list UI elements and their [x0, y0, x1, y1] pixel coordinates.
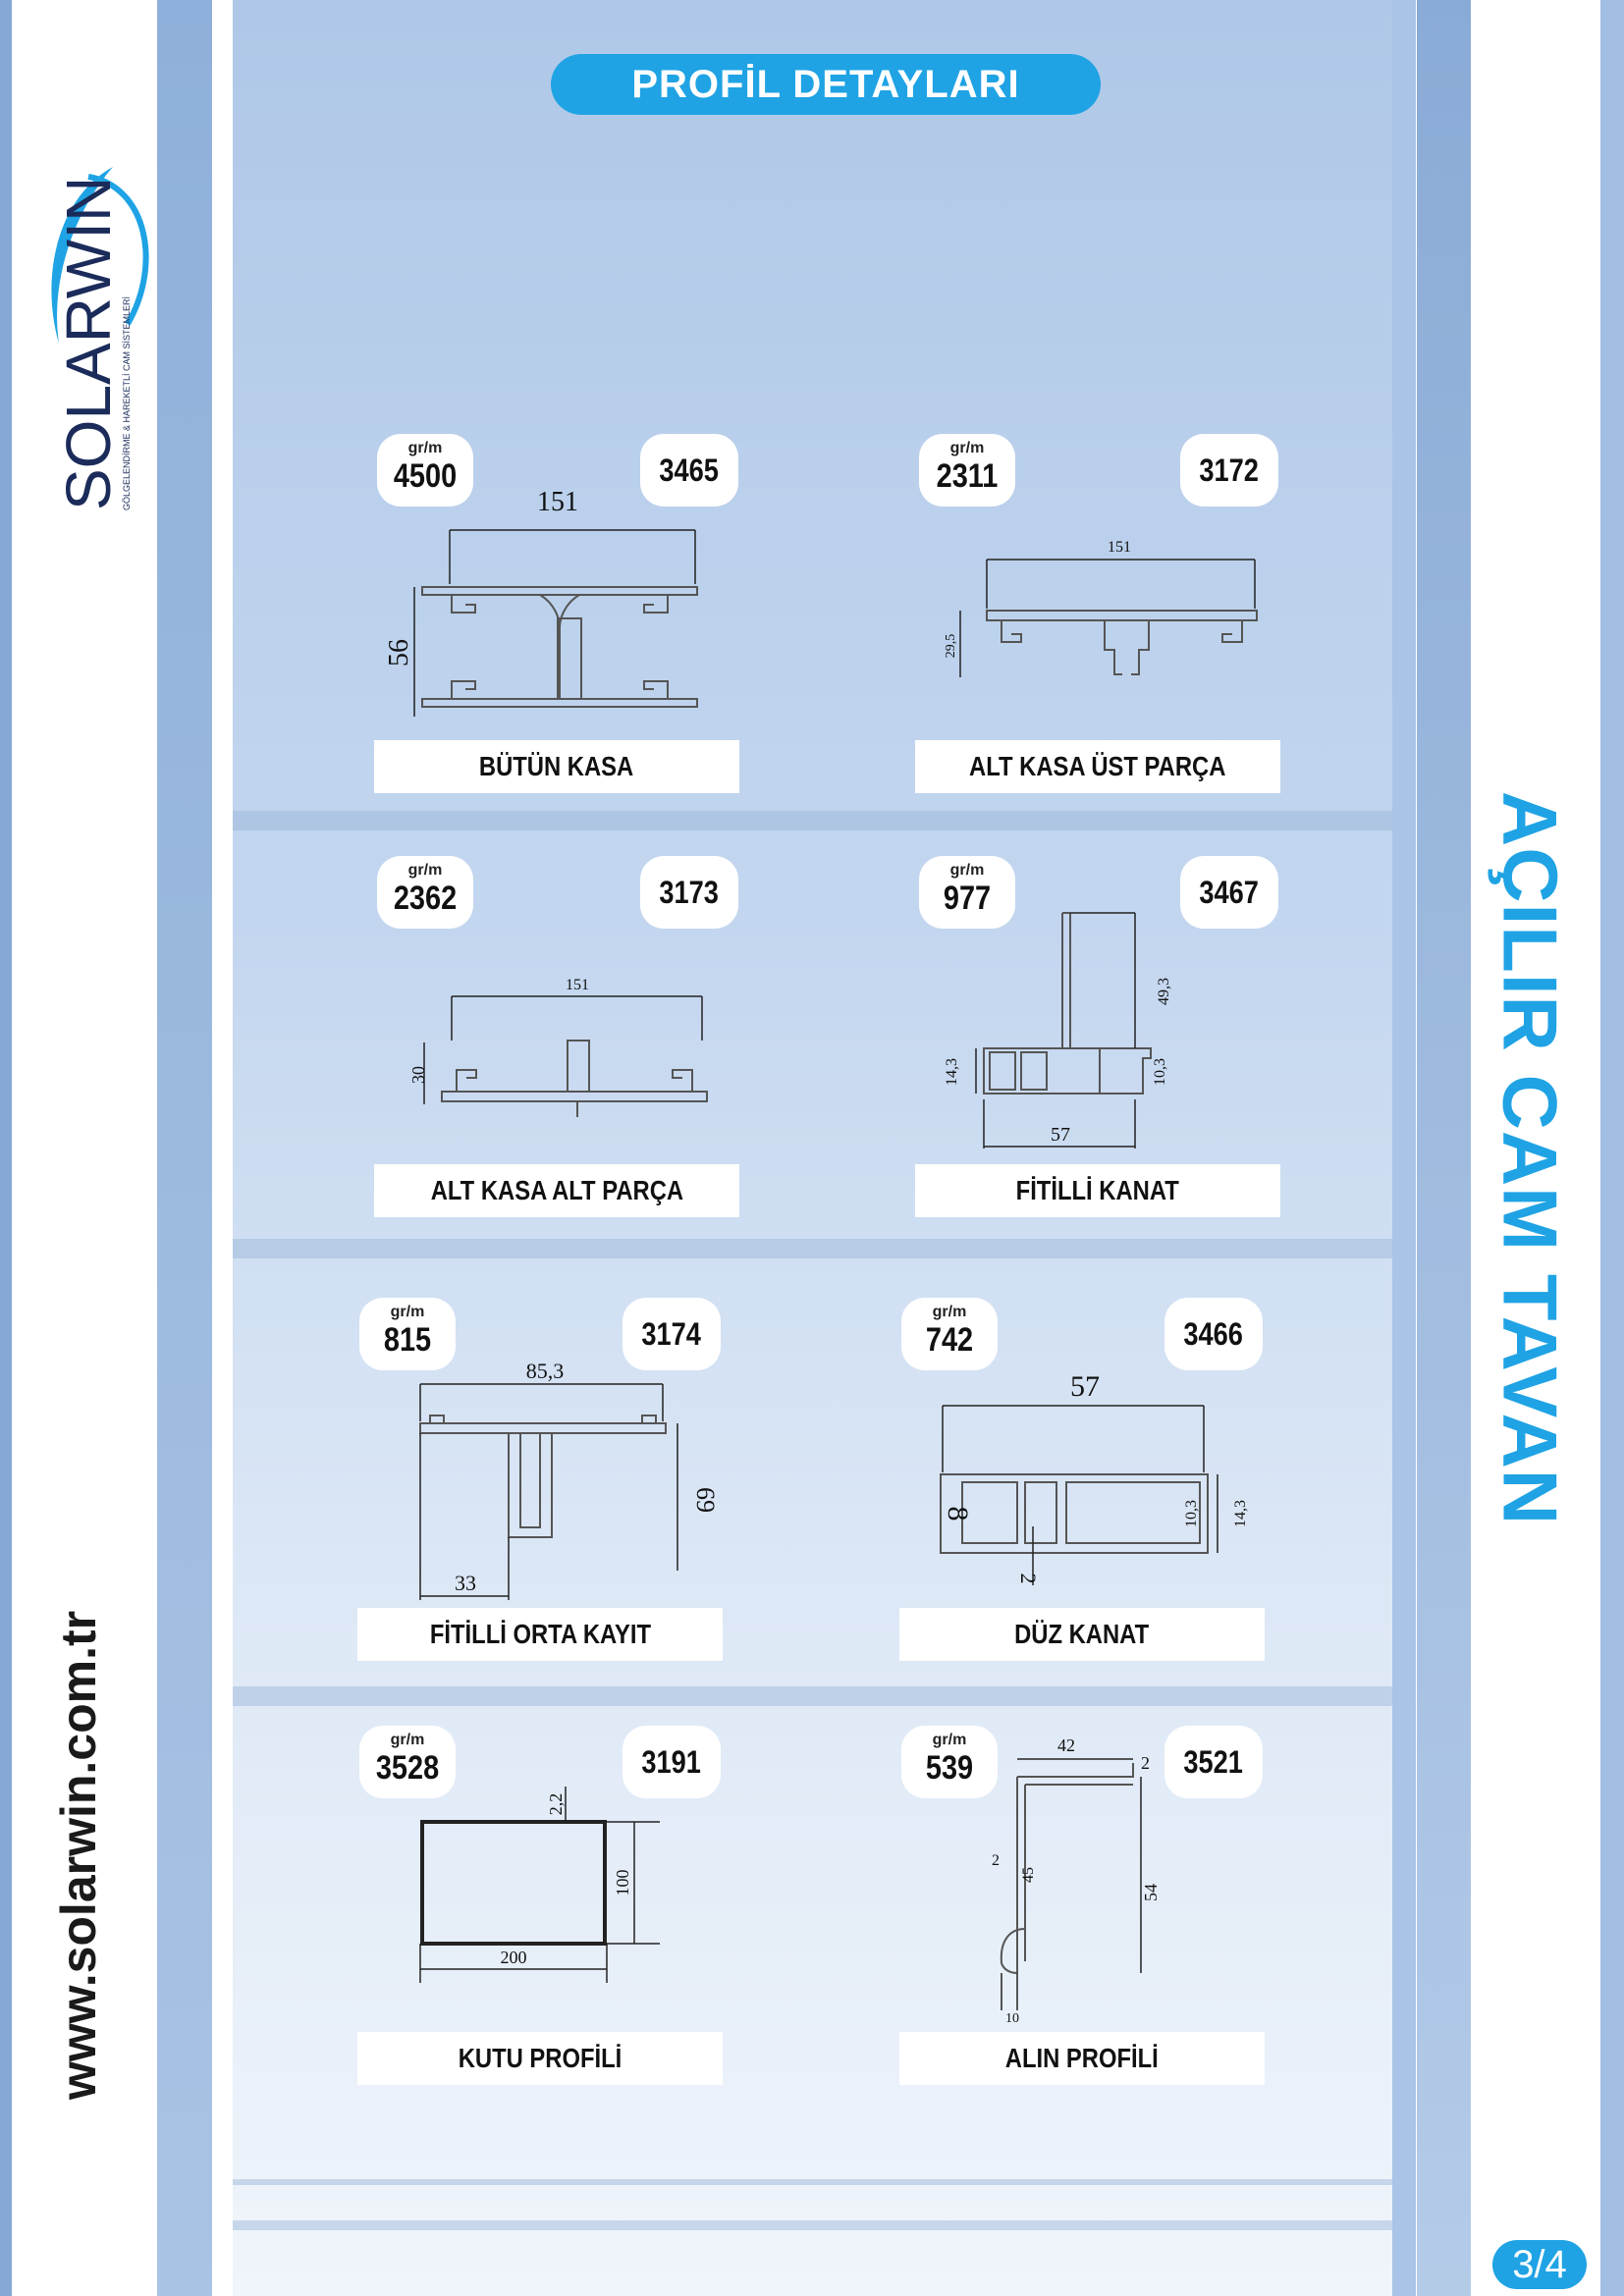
- profile-name: [374, 1164, 739, 1217]
- profile-code-text: 3174: [641, 1316, 702, 1352]
- website-url: [0, 1551, 157, 2160]
- dimension-label: 57: [1051, 1124, 1070, 1146]
- weight-unit: gr/m: [407, 440, 443, 456]
- profile-code-text: 3465: [659, 453, 720, 488]
- profile-drawing: [943, 903, 1188, 1148]
- website-url-text[interactable]: www.solarwin.com.tr: [51, 1610, 106, 2101]
- profile-drawing: [384, 481, 717, 726]
- profile-name: [357, 1608, 723, 1661]
- profile-drawing: [923, 1364, 1249, 1600]
- dimension-label: 45: [1020, 1867, 1037, 1883]
- logo-wordmark: SOLARWIN: [53, 176, 124, 510]
- weight-value: 815: [383, 1321, 432, 1359]
- dimension-label: 33: [455, 1571, 476, 1595]
- weight-unit: gr/m: [390, 1304, 425, 1320]
- weight-badge: [919, 434, 1015, 507]
- row-divider: [233, 2179, 1392, 2185]
- profile-code: [1164, 1298, 1263, 1370]
- profile-name-text: DÜZ KANAT: [1014, 1619, 1150, 1649]
- dimension-label: 151: [566, 977, 589, 993]
- dimension-label: 10,3: [1183, 1500, 1200, 1527]
- profile-name: [357, 2032, 723, 2085]
- right-inner-stripe: [1392, 0, 1416, 2296]
- weight-unit: gr/m: [949, 440, 985, 456]
- dimension-label: 200: [500, 1948, 527, 1967]
- profile-drawing: [403, 1355, 720, 1610]
- profile-name-text: FİTİLLİ ORTA KAYIT: [429, 1619, 651, 1649]
- profile-code-text: 3521: [1183, 1744, 1244, 1780]
- dimension-label: 85,3: [525, 1359, 565, 1383]
- dimension-label: 10: [1005, 2011, 1019, 2026]
- side-title: [1451, 766, 1608, 1551]
- page-title: PROFİL DETAYLARI: [551, 54, 1101, 115]
- dimension-label: 14,3: [944, 1058, 960, 1086]
- dimension-label: 30: [408, 1066, 428, 1084]
- weight-unit: gr/m: [949, 862, 985, 879]
- logo-swoosh-icon: [20, 157, 157, 530]
- solarwin-logo: [20, 157, 157, 530]
- weight-badge: [901, 1298, 998, 1370]
- profile-name: [374, 740, 739, 793]
- dimension-label: 54: [1141, 1884, 1161, 1901]
- profile-code-text: 3466: [1183, 1316, 1244, 1352]
- logo-tagline: GÖLGELENDİRME & HAREKETLİ CAM SİSTEMLERİ: [122, 295, 132, 510]
- row-divider: [233, 1686, 1392, 1706]
- profile-name-text: KUTU PROFİLİ: [458, 2043, 623, 2073]
- dimension-label: 10,3: [1152, 1058, 1168, 1086]
- dimension-label: 56: [384, 639, 414, 667]
- profile-name: [899, 2032, 1265, 2085]
- weight-value: 2362: [393, 880, 458, 917]
- dimension-label: 14,3: [1232, 1500, 1249, 1527]
- profile-code-text: 3467: [1199, 875, 1260, 910]
- profile-code-text: 3191: [641, 1744, 702, 1780]
- weight-value: 2311: [936, 457, 999, 495]
- weight-value: 742: [925, 1321, 974, 1359]
- weight-unit: gr/m: [932, 1304, 967, 1320]
- row-divider: [233, 811, 1392, 830]
- row-divider: [233, 1239, 1392, 1258]
- profile-drawing: [403, 1777, 677, 1993]
- dimension-label: 57: [1070, 1370, 1100, 1403]
- dimension-label: 49,3: [1156, 978, 1172, 1005]
- weight-unit: gr/m: [932, 1732, 967, 1748]
- page-number: 3/4: [1492, 2240, 1587, 2289]
- profile-name-text: ALT KASA ÜST PARÇA: [969, 751, 1226, 781]
- profile-code-text: 3172: [1199, 453, 1260, 488]
- profile-name: [915, 740, 1280, 793]
- dimension-label: 2: [992, 1852, 1000, 1869]
- profile-drawing: [972, 1728, 1168, 2032]
- profile-code-text: 3173: [659, 875, 720, 910]
- profile-drawing: [403, 972, 717, 1129]
- profile-code: [1180, 856, 1278, 929]
- profile-name-text: BÜTÜN KASA: [479, 751, 634, 781]
- row-divider: [233, 2220, 1392, 2230]
- profile-name-text: ALT KASA ALT PARÇA: [430, 1175, 683, 1205]
- dimension-label: 29,5: [944, 633, 958, 659]
- profile-code: [1180, 434, 1278, 507]
- weight-value: 977: [943, 880, 992, 917]
- weight-value: 4500: [393, 457, 458, 495]
- weight-value: 539: [925, 1749, 974, 1787]
- dimension-label: 2: [1016, 1573, 1041, 1584]
- profile-drawing: [943, 530, 1267, 697]
- weight-value: 3528: [375, 1749, 440, 1787]
- profile-code: [1164, 1726, 1263, 1798]
- dimension-label: 151: [537, 487, 578, 517]
- side-title-text: AÇILIR CAM TAVAN: [1487, 790, 1574, 1526]
- profile-code: [640, 856, 738, 929]
- dimension-label: 69: [691, 1487, 720, 1513]
- dimension-label: 8: [942, 1506, 974, 1522]
- weight-unit: gr/m: [390, 1732, 425, 1748]
- profile-name: [899, 1608, 1265, 1661]
- profile-name-text: FİTİLLİ KANAT: [1015, 1175, 1180, 1205]
- dimension-label: 2,2: [546, 1792, 566, 1816]
- weight-unit: gr/m: [407, 862, 443, 879]
- dimension-label: 2: [1141, 1753, 1150, 1773]
- weight-badge: [377, 856, 473, 929]
- left-inner-stripe: [157, 0, 212, 2296]
- dimension-label: 100: [613, 1869, 632, 1896]
- profile-name: [915, 1164, 1280, 1217]
- profile-name-text: ALIN PROFİLİ: [1004, 2043, 1159, 2073]
- dimension-label: 42: [1057, 1735, 1075, 1755]
- dimension-label: 151: [1108, 539, 1131, 556]
